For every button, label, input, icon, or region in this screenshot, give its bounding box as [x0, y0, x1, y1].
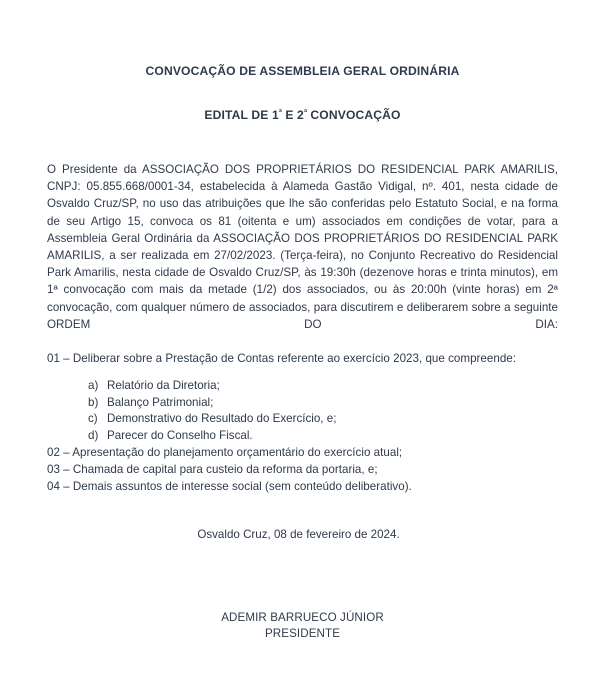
list-item: [47, 411, 558, 427]
subtitle-ordinal-first: ª: [278, 108, 282, 118]
agenda-item-01: 01 – Deliberar sobre a Prestação de Contas referente ao exercício 2023, que compreende:: [47, 352, 516, 366]
lead-paragraph: O Presidente da ASSOCIAÇÃO DOS PROPRIETÁRIOS DO RESIDENCIAL PARK AMARILIS, CNPJ: 05.855.668/0001-34, estabelecida à Alameda Gastão Vidigal, nº. 401, nesta cidade de Osvaldo Cruz/SP, no uso das atribuições que lhe são conferidas pelo Estatuto Social, e na forma de seu Artigo 15, convoca os 81 (oitenta e um) associados em condições de votar, para a Assembleia Geral Ordinária da ASSOCIAÇÃO DOS PROPRIETÁRIOS DO RESIDENCIAL PARK AMARILIS, a ser realizada em 27/02/2023. (Terça-feira), no Conjunto Recreativo do Residencial Park Amarilis, nesta cidade de Osvaldo Cruz/SP, às 19:30h (dezenove horas e trinta minutos), em 1ª convocação com mais da metade (1/2) dos associados, ou às 20:00h (vinte horas) em 2ª convocação, com qualquer número de associados, para discutirem e deliberarem sobre a seguinte ORDEM DO DIA:: [47, 163, 558, 331]
agenda-item-03: 03 – Chamada de capital para custeio da reforma da portaria, e;: [47, 463, 378, 477]
subtitle-text-middle: E 2: [281, 108, 304, 123]
place-and-date: Osvaldo Cruz, 08 de fevereiro de 2024.: [197, 527, 400, 541]
list-item-label: Parecer do Conselho Fiscal.: [107, 428, 253, 442]
document-title: CONVOCAÇÃO DE ASSEMBLEIA GERAL ORDINÁRIA: [145, 64, 460, 79]
subtitle-text-after: CONVOCAÇÃO: [306, 108, 401, 123]
list-item: [47, 378, 558, 394]
list-item: [47, 428, 558, 444]
document-body: [47, 161, 558, 543]
list-item-label: Balanço Patrimonial;: [107, 395, 214, 409]
list-item-label: Relatório da Diretoria;: [107, 379, 220, 393]
agenda-sub-list: [47, 378, 558, 444]
list-item-marker: a): [88, 379, 99, 393]
signature-block: [0, 610, 605, 641]
list-item-label: Demonstrativo do Resultado do Exercício, e;: [107, 412, 337, 426]
signatory-role: PRESIDENTE: [264, 626, 341, 640]
list-item-marker: b): [88, 395, 99, 409]
list-item-marker: c): [88, 412, 98, 426]
subtitle-text-before: EDITAL DE 1: [204, 108, 279, 123]
signatory-name: ADEMIR BARRUECO JÚNIOR: [221, 611, 384, 624]
agenda-item-04: 04 – Demais assuntos de interesse social (sem conteúdo deliberativo).: [47, 480, 412, 494]
list-item-marker: d): [88, 428, 99, 442]
document-subtitle: [0, 105, 605, 123]
subtitle-ordinal-second: ª: [303, 108, 307, 118]
agenda-item-02: 02 – Apresentação do planejamento orçamentário do exercício atual;: [47, 446, 403, 460]
list-item: [47, 395, 558, 411]
